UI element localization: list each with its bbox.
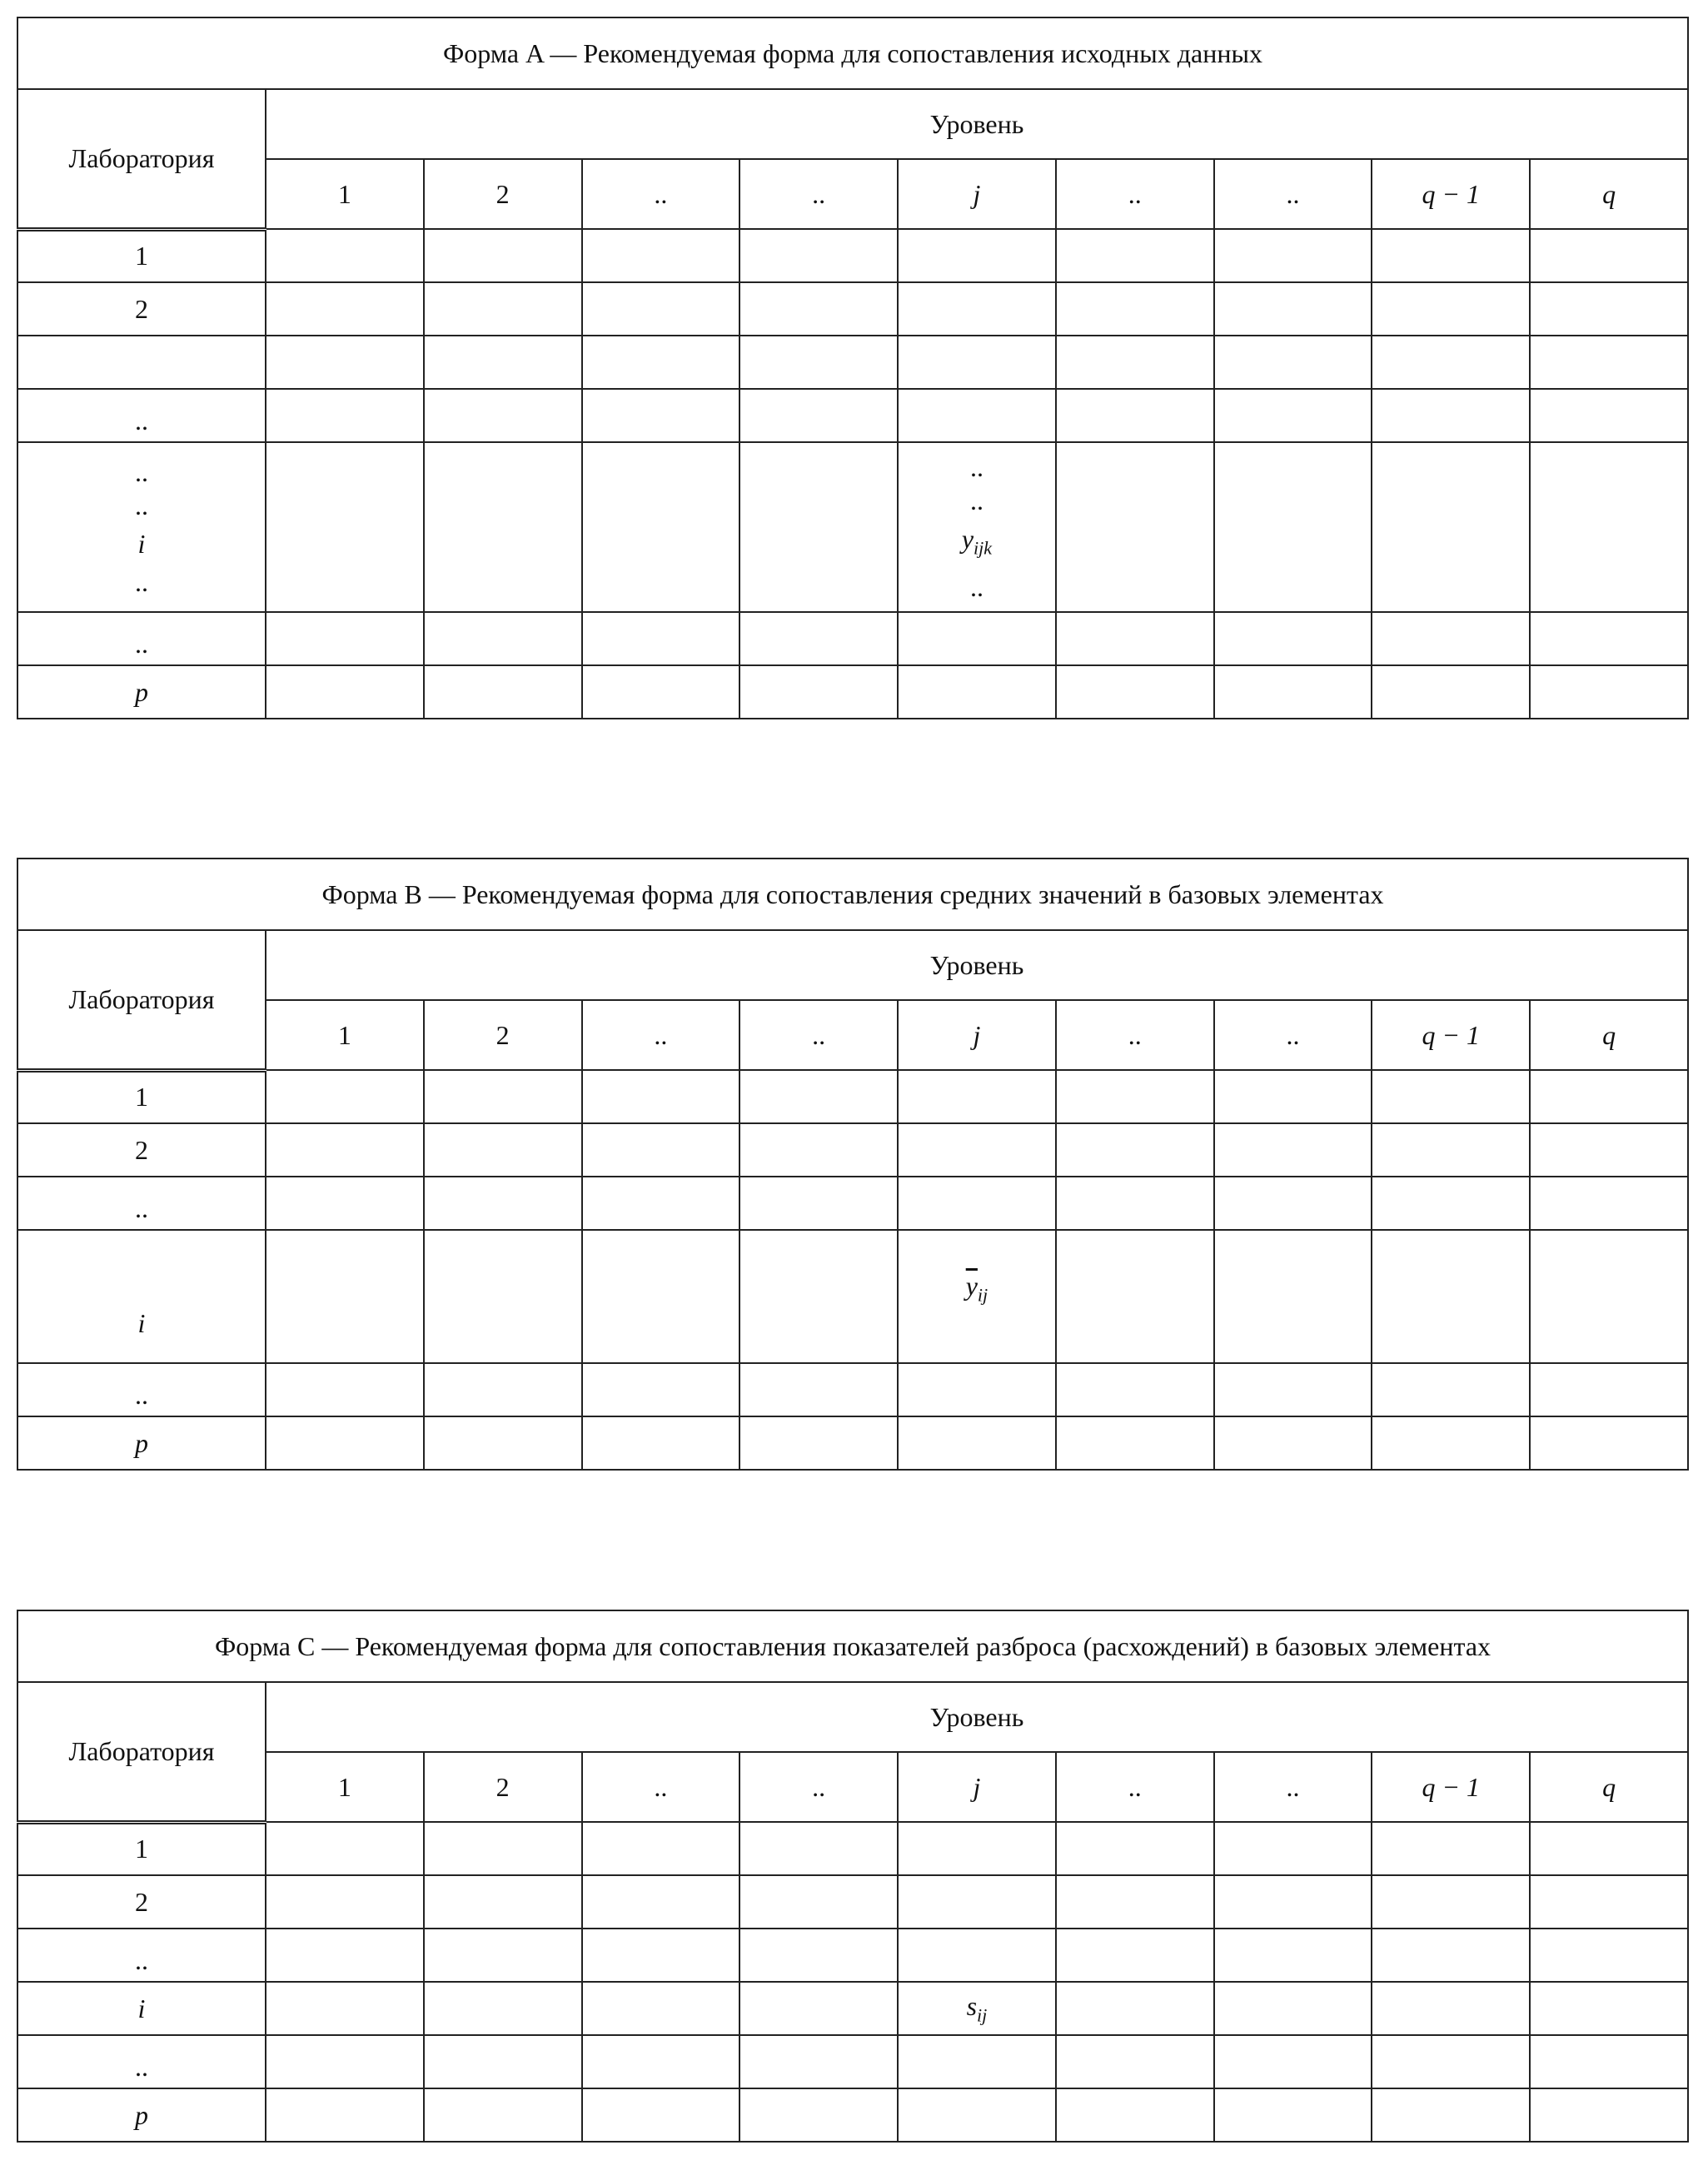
form-a-row-label: .. — [17, 612, 266, 665]
form-b-col-6: .. — [1056, 1000, 1214, 1070]
form-a-lab-header: Лаборатория — [17, 89, 266, 229]
form-b-lab-header: Лаборатория — [17, 930, 266, 1070]
form-b-col-j: j — [898, 1000, 1056, 1070]
form-a-col-1: 1 — [266, 159, 424, 229]
form-a-row-label — [17, 336, 266, 389]
form-c-row-label: .. — [17, 2035, 266, 2088]
form-b-center-cell: $\overline{y}_{ij}$ — [898, 1230, 1056, 1363]
form-a-row-label: .. — [17, 389, 266, 442]
form-c-level-header: Уровень — [266, 1682, 1688, 1752]
table-row — [17, 1416, 1688, 1470]
form-a-table — [17, 17, 1689, 719]
form-a-row-label-stack: .. .. i .. — [17, 442, 266, 612]
table-row — [17, 1070, 1688, 1123]
form-c-col-7: .. — [1214, 1752, 1372, 1822]
form-a-col-3: .. — [582, 159, 740, 229]
form-c-col-4: .. — [739, 1752, 898, 1822]
form-c-row-label: 1 — [17, 1822, 266, 1875]
form-a-col-q-1: q − 1 — [1372, 159, 1530, 229]
form-a-row-label: 1 — [17, 229, 266, 282]
form-b-col-3: .. — [582, 1000, 740, 1070]
table-row — [17, 1822, 1688, 1875]
form-a-col-7: .. — [1214, 159, 1372, 229]
form-c-table — [17, 1610, 1689, 2143]
table-row — [17, 1982, 1688, 2035]
form-c-col-1: 1 — [266, 1752, 424, 1822]
form-b-level-header: Уровень — [266, 930, 1688, 1000]
form-c-lab-header: Лаборатория — [17, 1682, 266, 1822]
form-a-level-header: Уровень — [266, 89, 1688, 159]
table-row — [17, 665, 1688, 719]
form-b-col-q: q — [1530, 1000, 1688, 1070]
form-c-row-label: i — [17, 1982, 266, 2035]
table-row — [17, 1929, 1688, 1982]
form-c-col-q-1: q − 1 — [1372, 1752, 1530, 1822]
form-a-title: Форма A — Рекомендуемая форма для сопоставления исходных данных — [17, 17, 1688, 89]
form-a-col-j: j — [898, 159, 1056, 229]
form-a-row-label: p — [17, 665, 266, 719]
form-b-title: Форма B — Рекомендуемая форма для сопоставления средних значений в базовых элементах — [17, 859, 1688, 930]
form-a-col-6: .. — [1056, 159, 1214, 229]
form-b-col-4: .. — [739, 1000, 898, 1070]
table-row — [17, 442, 1688, 612]
form-c-row-label: .. — [17, 1929, 266, 1982]
form-b-row-label: i — [17, 1230, 266, 1363]
form-c-col-j: j — [898, 1752, 1056, 1822]
form-c-col-3: .. — [582, 1752, 740, 1822]
table-row — [17, 2088, 1688, 2142]
form-b-row-label: .. — [17, 1177, 266, 1230]
form-c-col-q: q — [1530, 1752, 1688, 1822]
table-row — [17, 336, 1688, 389]
table-row — [17, 1363, 1688, 1416]
form-b-col-1: 1 — [266, 1000, 424, 1070]
table-row — [17, 2035, 1688, 2088]
form-c-col-6: .. — [1056, 1752, 1214, 1822]
form-b-col-7: .. — [1214, 1000, 1372, 1070]
form-b-row-label: 2 — [17, 1123, 266, 1177]
form-c-col-2: 2 — [424, 1752, 582, 1822]
form-b-row-label: p — [17, 1416, 266, 1470]
form-b-row-label: .. — [17, 1363, 266, 1416]
form-a-col-4: .. — [739, 159, 898, 229]
table-row — [17, 1123, 1688, 1177]
table-row — [17, 1875, 1688, 1929]
table-row — [17, 229, 1688, 282]
form-b-col-q-1: q − 1 — [1372, 1000, 1530, 1070]
form-b-row-label: 1 — [17, 1070, 266, 1123]
form-b-table — [17, 858, 1689, 1471]
form-a-row-label: 2 — [17, 282, 266, 336]
form-c-center-cell: $s_{ij}$ — [898, 1982, 1056, 2035]
table-row — [17, 389, 1688, 442]
table-row — [17, 1177, 1688, 1230]
form-a-center-cell: .. .. $y_{ijk}$ .. — [898, 442, 1056, 612]
table-row — [17, 282, 1688, 336]
table-row — [17, 612, 1688, 665]
form-c-row-label: p — [17, 2088, 266, 2142]
form-c-title: Форма C — Рекомендуемая форма для сопоставления показателей разброса (расхождений) в базовых элементах — [17, 1610, 1688, 1682]
form-a-col-2: 2 — [424, 159, 582, 229]
form-a-col-q: q — [1530, 159, 1688, 229]
form-c-row-label: 2 — [17, 1875, 266, 1929]
table-row — [17, 1230, 1688, 1363]
form-b-col-2: 2 — [424, 1000, 582, 1070]
